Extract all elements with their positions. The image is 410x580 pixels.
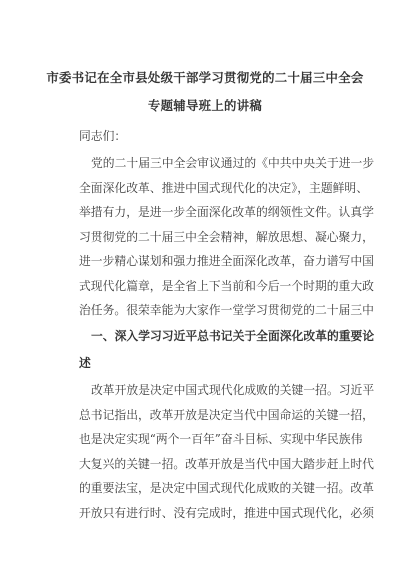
paragraph-line: 改革开放是决定中国式现代化成败的关键一招。习近平: [91, 383, 375, 397]
section-heading-1-continued: 述: [79, 356, 91, 370]
paragraph-line: 的重要法宝，是决定中国式现代化成败的关键一招。改革: [79, 481, 374, 495]
paragraph-line: 进一步精心谋划和强力推进全面深化改革，奋力谱写中国: [79, 254, 374, 268]
paragraph-line: 大复兴的关键一招。改革开放是当代中国大踏步赶上时代: [79, 457, 374, 471]
paragraph-line: 总书记指出，改革开放是决定当代中国命运的关键一招，: [79, 408, 374, 422]
paragraph-line: 也是决定实现“两个一百年”奋斗目标、实现中华民族伟: [79, 432, 363, 446]
document-title-line-2: 专题辅导班上的讲稿: [147, 98, 263, 113]
paragraph-line: 开放只有进行时、没有完成时，推进中国式现代化，必须: [79, 506, 374, 520]
salutation: 同志们：: [79, 129, 127, 143]
document-title-line-1: 市委书记在全市县处级干部学习贯彻党的二十届三中全会: [46, 70, 364, 85]
paragraph-line: 举措有力，是进一步全面深化改革的纲领性文件。认真学: [79, 205, 374, 219]
paragraph-line: 治任务。很荣幸能为大家作一堂学习贯彻党的二十届三中: [79, 303, 374, 317]
section-heading-1: 一、深入学习习近平总书记关于全面深化改革的重要论: [91, 329, 375, 343]
paragraph-line: 党的二十届三中全会审议通过的《中共中央关于进一步: [91, 156, 375, 170]
paragraph-line: 式现代化篇章，是全省上下当前和今后一个时期的重大政: [79, 279, 374, 293]
paragraph-line: 习贯彻党的二十届三中全会精神，解放思想、凝心聚力，: [79, 230, 374, 244]
paragraph-line: 全面深化改革、推进中国式现代化的决定》，主题鲜明、: [79, 181, 369, 195]
